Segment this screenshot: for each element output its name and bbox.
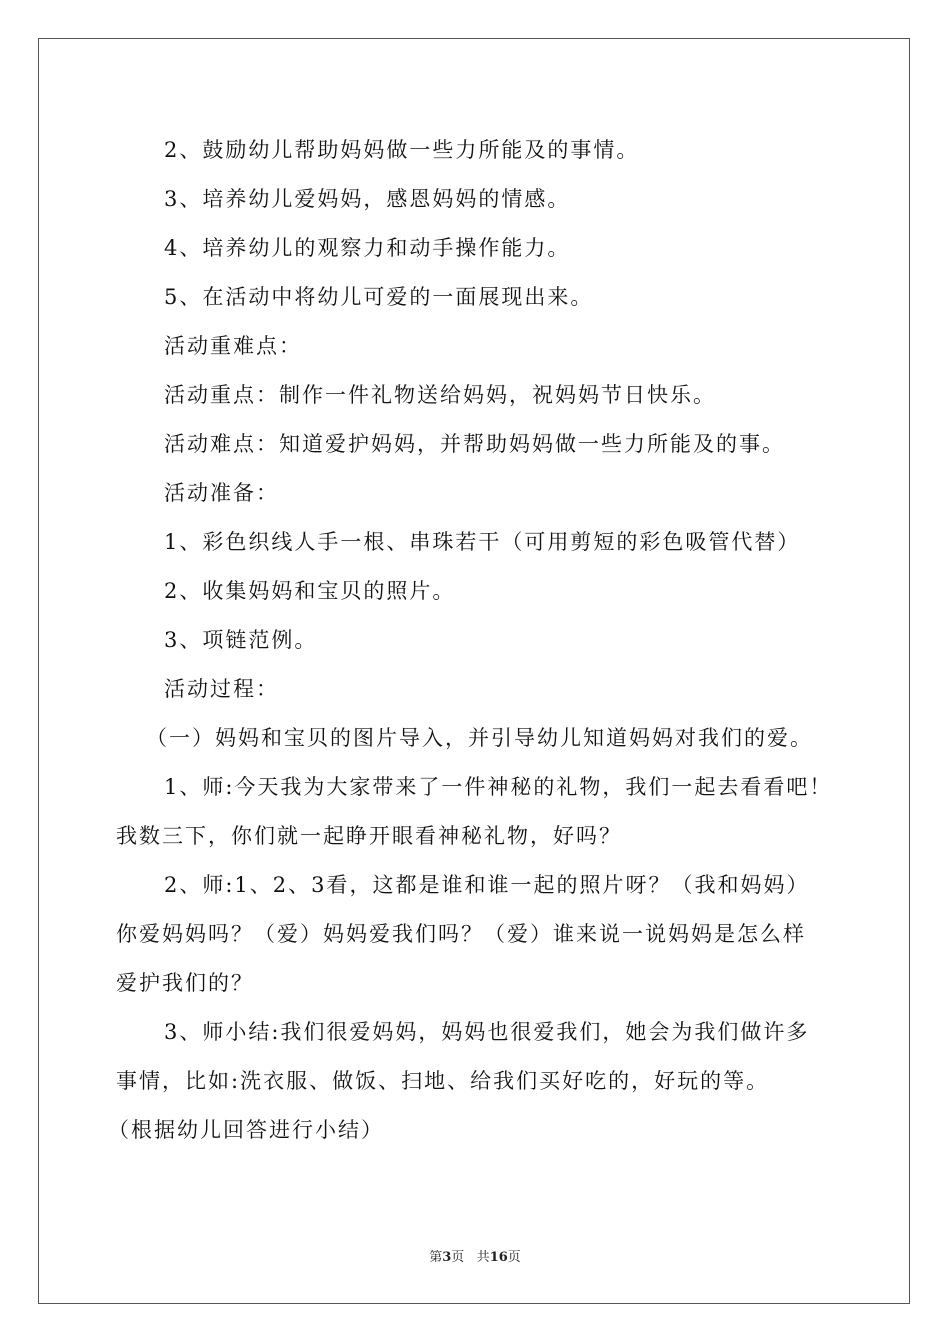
section-heading: 活动准备： <box>164 481 279 505</box>
paragraph-line: 3、项链范例。 <box>164 628 318 652</box>
total-pages: 16 <box>489 1250 508 1265</box>
total-prefix: 共 <box>476 1250 490 1265</box>
page-prefix: 第 <box>429 1250 443 1265</box>
paragraph-line: 2、收集妈妈和宝贝的照片。 <box>164 579 456 603</box>
paragraph-line: 我数三下，你们就一起睁开眼看神秘礼物，好吗？ <box>116 824 622 848</box>
paragraph-line: 你爱妈妈吗？（爱）妈妈爱我们吗？（爱）谁来说一说妈妈是怎么样 <box>116 922 806 946</box>
paragraph-line: 5、在活动中将幼儿可爱的一面展现出来。 <box>164 285 594 309</box>
paragraph-line: （根据幼儿回答进行小结） <box>108 1118 384 1142</box>
page-footer <box>0 1246 950 1265</box>
paragraph-line: 3、培养幼儿爱妈妈，感恩妈妈的情感。 <box>164 187 571 211</box>
paragraph-line: 4、培养幼儿的观察力和动手操作能力。 <box>164 236 571 260</box>
paragraph-line: 1、师:今天我为大家带来了一件神秘的礼物，我们一起去看看吧！ <box>164 775 833 799</box>
paragraph-line: 活动难点：知道爱护妈妈，并帮助妈妈做一些力所能及的事。 <box>164 432 785 456</box>
section-heading: 活动重难点： <box>164 334 302 358</box>
paragraph-line: 事情，比如:洗衣服、做饭、扫地、给我们买好吃的，好玩的等。 <box>116 1069 770 1093</box>
page-number: 3 <box>442 1250 452 1265</box>
paragraph-line: 爱护我们的？ <box>116 971 254 995</box>
paragraph-line: 活动重点：制作一件礼物送给妈妈，祝妈妈节日快乐。 <box>164 383 716 407</box>
total-suffix: 页 <box>507 1250 521 1265</box>
paragraph-line: 2、鼓励幼儿帮助妈妈做一些力所能及的事情。 <box>164 138 640 162</box>
paragraph-line: 1、彩色织线人手一根、串珠若干（可用剪短的彩色吸管代替） <box>164 530 801 554</box>
paragraph-line: 3、师小结:我们很爱妈妈，妈妈也很爱我们，她会为我们做许多 <box>164 1020 810 1044</box>
document-body <box>78 126 838 1155</box>
page-suffix: 页 <box>451 1250 465 1265</box>
section-heading: 活动过程： <box>164 677 279 701</box>
paragraph-line: 2、师:1、2、3看，这都是谁和谁一起的照片呀？（我和妈妈） <box>164 873 810 897</box>
paragraph-line: （一）妈妈和宝贝的图片导入，并引导幼儿知道妈妈对我们的爱。 <box>146 726 813 750</box>
